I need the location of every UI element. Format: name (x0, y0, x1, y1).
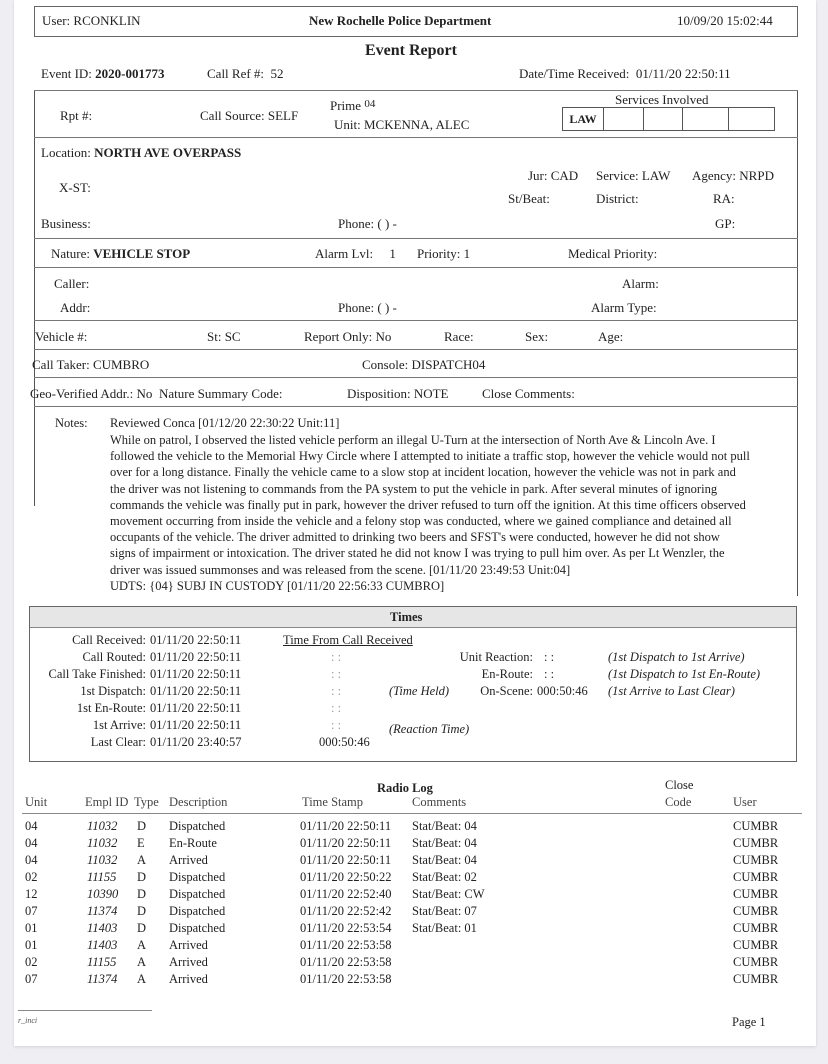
time-label: Last Clear: (90, 735, 146, 749)
page-title: Event Report (365, 42, 457, 59)
district: District: (596, 191, 639, 206)
col-type: Type (134, 795, 159, 809)
time-elapsed: : : (331, 701, 342, 715)
report-only: Report Only: No (304, 329, 392, 344)
time-label: 1st En-Route: (76, 701, 146, 715)
col-unit: Unit (25, 795, 48, 809)
report-page: User: RCONKLIN New Rochelle Police Department 10/09/20 15:02:44 Event Report Event ID: 2020-001773 Call Ref #: 52 Date/Time Received: 01/11/20 22:50:11 Rpt #: Call Source: SELF Prime $^{04}$ Unit: MCKENNA, ALEC Services Involved LAW Location: NORTH AVE OVERPASS X-ST: Jur: CAD Service: LAW Agency: NRPD St/Beat: District: RA: Business: Phone: ( ) - GP: Nature: VEHICLE STOP Alarm Lvl: 1 Priority: 1 Medical Priority: Caller: Alarm: Addr: Phone: ( ) - Alarm Type: Vehicle #: St: SC Report Only: No Race: Sex: Age: Call Taker: CUMBRO Console: DISPATCH04 Geo-Verified Addr.: No Nature Summary Code: Disposition: NOTE Close Comments: Notes: Reviewed Conca [01/12/20 22:30:22 Unit:11] While on patrol, I observed the listed vehicle perform an illegal U-Turn at the intersection of North Ave & Lincoln Ave. I followed the vehicle to the Memorial Hwy Circle where I attempted to initiate a traffic stop, however the vehicle would not pull over for a long distance. Finally the vehicle came to a slow stop at incident location, however the vehicle was not in park and the driver was not listening to commands from the PA system to put the vehicle in park. After several minutes of ignoring commands the vehicle was finally put in park, however the driver refused to turn off the ignition. At this time officers observed movement occurring from inside the vehicle and a felony stop was conducted, where we gained compliance and detained all occupants of the vehicle. The driver admitted to drinking two beers and SFST's were conducted, however he did not show signs of impairment or intoxication. The driver stated he did not know I was trying to pull him over. As per Lt Wenzler, the driver was issued summonses and was released from the scene. [01/11/20 23:49:53 Unit:04] UDTS: {04} SUBJ IN CUSTODY [01/11/20 22:56:33 CUMBRO] Times Time From Call Received Call Received: 01/11/20 22:50:11 Call Routed: 01/11/20 22:50:11 : : Call Take Finished: 01/11/20 22:50:11 : : 1st Dispatch: 01/11/20 22:50:11 : : 1st En-Route: 01/11/20 22:50:11 : : 1st Arrive: 01/11/20 22:50:11 : : Last Clear: 01/11/20 23:40:57 000:50:46 (Time Held) (Reaction Time) Unit Reaction: : : (1st Dispatch to 1st Arrive) En-Route: : : (1st Dispatch to 1st En-Route) On-Scene: 000:50:46 (1st Arrive to Last Clear) Radio Log Close Unit Empl ID Type Description Time Stamp Comments Code User 04 11032 D Dispatched 01/11/20 22:50:11 Stat/Beat: 04 CUMBR 04 11032 E En-Route 01/11/20 22:50:11 Stat/Beat: 04 CUMBR 04 11032 A Arrived 01/11/20 22:50:11 Stat/Beat: 04 CUMBR 02 11155 D Dispatched 01/11/20 22:50:22 Stat/Beat: 02 CUMBR 12 10390 D Dispatched 01/11/20 22:52:40 Stat/Beat: CW CUMBR 07 11374 D Dispatched 01/11/20 22:52:42 Stat/Beat: 07 CUMBR 01 11403 D Dispatched 01/11/20 22:53:54 Stat/Beat: 01 CUMBR 01 11403 A Arrived 01/11/20 22:53:58 CUMBR 02 11155 A Arrived 01/11/20 22:53:58 CUMBR 07 11374 A Arrived 01/11/20 22:53:58 CUMBR r_inci Page 1 (14, 0, 816, 1046)
service-cell (729, 108, 774, 130)
call-source: Call Source: SELF (200, 108, 299, 123)
user-label: User: RCONKLIN (42, 13, 141, 28)
time-label: 1st Dispatch: (80, 684, 146, 698)
notes-line: movement occurring from inside the vehicle and a felony stop was conducted, where we gained compliance and detained all (110, 514, 732, 529)
divider (34, 267, 798, 268)
notes-line: signs of impairment or intoxication. The driver stated he did not know I was trying to pull him over. As per Lt Wenzler, the (110, 546, 725, 561)
en-route-label: En-Route: (481, 667, 533, 681)
notes-line: over for a long distance. Finally the vehicle came to a slow stop at incident location, however the vehicle was not in park and (110, 465, 736, 480)
service-cell (683, 108, 729, 130)
address: Addr: (60, 300, 91, 315)
notes-label: Notes: (55, 416, 88, 430)
notes-line: occupants of the vehicle. The driver admitted to drinking two beers and SFST's were conducted, however he did not show (110, 530, 720, 545)
divider (34, 238, 798, 239)
notes-line: followed the vehicle to the Memorial Hwy Circle where I attempted to initiate a traffic stop, however the vehicle would not pull (110, 449, 750, 464)
location: Location: NORTH AVE OVERPASS (41, 145, 242, 160)
time-value: 01/11/20 22:50:11 (150, 650, 242, 664)
date-received: Date/Time Received: 01/11/20 22:50:11 (519, 66, 731, 81)
service-cell (604, 108, 644, 130)
close-code-header-1: Close (665, 778, 694, 792)
geo-verified: Geo-Verified Addr.: No (30, 386, 153, 401)
radio-log-divider (22, 813, 802, 814)
time-value: 01/11/20 22:50:11 (150, 667, 242, 681)
time-elapsed: : : (331, 650, 342, 664)
time-value: 01/11/20 23:40:57 (150, 735, 242, 749)
jurisdiction: Jur: CAD (528, 168, 579, 183)
vehicle-number: Vehicle #: (35, 329, 88, 344)
alarm: Alarm: (622, 276, 659, 291)
time-elapsed: : : (331, 684, 342, 698)
cross-street: X-ST: (59, 180, 91, 195)
nature: Nature: VEHICLE STOP (51, 246, 191, 261)
divider (34, 406, 798, 407)
service: Service: LAW (596, 168, 671, 183)
notes-body (110, 432, 795, 594)
unit-name: Unit: MCKENNA, ALEC (334, 117, 470, 132)
on-scene-value: 000:50:46 (537, 684, 588, 698)
agency: Agency: NRPD (692, 168, 774, 183)
on-scene-note: (1st Arrive to Last Clear) (608, 684, 735, 698)
disposition: Disposition: NOTE (347, 386, 449, 401)
time-held-note: (Time Held) (389, 684, 450, 698)
rpt-number: Rpt #: (60, 108, 93, 123)
prime: Prime $^{04}$ (330, 98, 376, 113)
divider (34, 377, 798, 378)
col-empl-id: Empl ID (85, 795, 129, 809)
console: Console: DISPATCH04 (362, 357, 486, 372)
col-user: User (733, 795, 757, 809)
event-id: Event ID: 2020-001773 (41, 66, 165, 81)
time-elapsed: : : (331, 667, 342, 681)
race: Race: (444, 329, 474, 344)
time-label: 1st Arrive: (92, 718, 146, 732)
call-taker: Call Taker: CUMBRO (32, 357, 150, 372)
divider (34, 320, 798, 321)
service-cell (644, 108, 683, 130)
notes-line: commands the vehicle was finally put in park, however the driver refused to turn off the ignition. At this time officers observed (110, 497, 746, 512)
time-label: Call Received: (72, 633, 146, 647)
department-name: New Rochelle Police Department (309, 13, 492, 28)
sex: Sex: (525, 329, 549, 344)
notes-line: the driver was not listening to commands from the PA system to put the vehicle in park. After several minutes of ignoring (110, 481, 718, 496)
col-close-code: Code (665, 795, 692, 809)
call-ref: Call Ref #: 52 (207, 66, 284, 81)
unit-reaction-note: (1st Dispatch to 1st Arrive) (608, 650, 745, 664)
divider (34, 90, 798, 91)
divider (34, 137, 798, 138)
age: Age: (598, 329, 624, 344)
notes-line: driver was issued summonses and was released from the scene. [01/11/20 23:49:53 Unit:04] (110, 562, 571, 577)
gp: GP: (715, 216, 736, 231)
unit-reaction-value: : : (544, 650, 555, 664)
alarm-type: Alarm Type: (591, 300, 657, 315)
on-scene-label: On-Scene: (480, 684, 533, 698)
radio-log-title: Radio Log (377, 781, 433, 795)
caller-phone: Phone: ( ) - (338, 300, 397, 315)
notes-header: Reviewed Conca [01/12/20 22:30:22 Unit:11] (110, 416, 340, 430)
services-grid (562, 107, 775, 131)
form-right-border (797, 91, 798, 596)
time-label: Call Take Finished: (48, 667, 146, 681)
time-value: 01/11/20 22:50:11 (150, 633, 242, 647)
nature-summary-code: Nature Summary Code: (159, 386, 283, 401)
notes-line: While on patrol, I observed the listed vehicle perform an illegal U-Turn at the intersection of North Ave & Lincoln Ave. I (110, 433, 716, 447)
report-code: r_inci (18, 1016, 38, 1025)
col-description: Description (169, 795, 228, 809)
en-route-note: (1st Dispatch to 1st En-Route) (608, 667, 761, 681)
col-time-stamp: Time Stamp (302, 795, 364, 809)
en-route-value: : : (544, 667, 555, 681)
times-title: Times (390, 610, 423, 624)
form-left-border (34, 91, 35, 506)
close-comments: Close Comments: (482, 386, 575, 401)
page-number: Page 1 (732, 1015, 766, 1029)
notes-line: UDTS: {04} SUBJ IN CUSTODY [01/11/20 22:56:33 CUMBRO] (110, 578, 445, 593)
time-value: 01/11/20 22:50:11 (150, 701, 242, 715)
services-title: Services Involved (615, 92, 709, 107)
caller: Caller: (54, 276, 90, 291)
time-elapsed: 000:50:46 (319, 735, 370, 749)
footer-rule (18, 1010, 152, 1011)
time-label: Call Routed: (82, 650, 146, 664)
time-from-call-received: Time From Call Received (283, 633, 413, 647)
priority: Priority: 1 (417, 246, 471, 261)
radio-log-header (14, 795, 816, 813)
medical-priority: Medical Priority: (568, 246, 658, 261)
service-cell: LAW (563, 108, 604, 130)
vehicle-state: St: SC (207, 329, 241, 344)
business: Business: (41, 216, 91, 231)
reaction-time-note: (Reaction Time) (389, 722, 470, 736)
time-value: 01/11/20 22:50:11 (150, 684, 242, 698)
unit-reaction-label: Unit Reaction: (459, 650, 533, 664)
printed-timestamp: 10/09/20 15:02:44 (677, 13, 773, 28)
time-value: 01/11/20 22:50:11 (150, 718, 242, 732)
divider (34, 349, 798, 350)
time-elapsed: : : (331, 718, 342, 732)
col-comments: Comments (412, 795, 467, 809)
business-phone: Phone: ( ) - (338, 216, 397, 231)
alarm-level: Alarm Lvl: 1 (315, 246, 396, 261)
st-beat: St/Beat: (508, 191, 550, 206)
ra: RA: (713, 191, 735, 206)
